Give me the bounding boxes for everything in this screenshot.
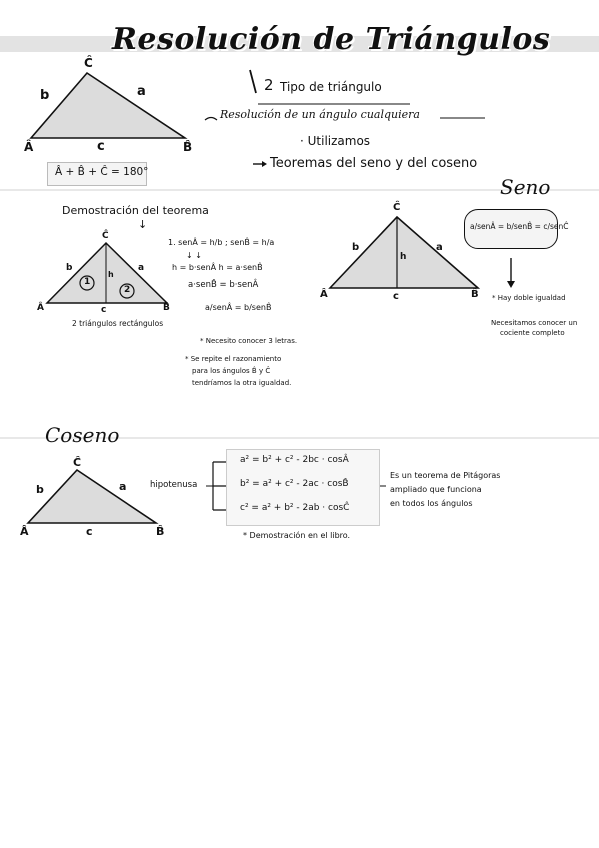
coseno-side-b: b — [36, 483, 44, 496]
demo-height: h — [108, 270, 114, 279]
seno-note-1: * Hay doble igualdad — [492, 294, 566, 302]
seno-vertex-c: Ĉ — [393, 202, 401, 213]
teoremas-label: Teoremas del seno y del coseno — [270, 156, 478, 171]
demo-caption: 2 triángulos rectángulos — [72, 319, 164, 328]
demo-num-2: 2 — [124, 285, 131, 295]
vertex-a-label: Â — [24, 140, 34, 154]
coseno-formula-a: a² = b² + c² - 2bc · cosÂ — [240, 455, 349, 465]
tipo-numeral: 2 — [264, 76, 274, 94]
demo-step-3: a·senB̂ = b·senÂ — [188, 280, 259, 290]
demo-heading: Demostración del teorema — [62, 204, 209, 217]
coseno-desc-line-1: Es un teorema de Pitágoras — [390, 471, 501, 480]
coseno-heading: Coseno — [45, 423, 120, 447]
seno-law: a/senÂ = b/senB̂ = c/senĈ — [470, 222, 569, 231]
demo-step-4: a/senÂ = b/senB̂ — [205, 303, 272, 312]
page-title: Resolución de Triángulos — [112, 22, 551, 57]
demo-note-2-line-3: tendríamos la otra igualdad. — [192, 379, 292, 387]
demo-side-c: c — [101, 305, 107, 315]
demo-note-2-line-1: * Se repite el razonamiento — [185, 355, 282, 363]
seno-note-2-line-2: cociente completo — [500, 329, 565, 337]
seno-vertex-a: Â — [320, 289, 328, 300]
coseno-side-a: a — [119, 480, 127, 493]
coseno-vertex-a: Â — [20, 525, 29, 538]
coseno-desc-line-3: en todos los ángulos — [390, 499, 473, 508]
demo-vertex-c: Ĉ — [102, 231, 109, 241]
coseno-formula-c: c² = a² + b² - 2ab · cosĈ — [240, 503, 350, 513]
coseno-vertex-c: Ĉ — [73, 456, 82, 469]
utilizamos-label: · Utilizamos — [300, 134, 371, 148]
coseno-desc-line-2: ampliado que funciona — [390, 485, 482, 494]
coseno-note: * Demostración en el libro. — [243, 531, 351, 540]
demo-side-b: b — [66, 263, 73, 273]
coseno-side-c: c — [86, 525, 93, 538]
angle-sum: Â + B̂ + Ĉ = 180° — [55, 166, 149, 178]
side-a-label: a — [137, 84, 146, 99]
seno-side-c: c — [393, 291, 399, 302]
seno-height: h — [400, 252, 407, 262]
demo-note-2-line-2: para los ángulos B̂ y Ĉ — [192, 367, 271, 375]
demo-side-a: a — [138, 263, 145, 273]
side-b-label: b — [40, 88, 50, 103]
demo-arrow: ↓ — [138, 218, 148, 231]
demo-step-1-arrows: ↓ ↓ — [186, 251, 202, 260]
seno-side-a: a — [436, 242, 443, 253]
demo-step-1: 1. senÂ = h/b ; senB̂ = h/a — [168, 238, 275, 247]
demo-num-1: 1 — [84, 277, 91, 287]
demo-vertex-b: B̂ — [163, 303, 170, 313]
demo-step-2: h = b·senÂ h = a·senB̂ — [172, 263, 263, 272]
seno-heading: Seno — [500, 175, 551, 199]
coseno-vertex-b: B̂ — [156, 525, 165, 538]
hipotenusa-label: hipotenusa — [150, 480, 198, 490]
seno-note-2-line-1: Necesitamos conocer un — [491, 319, 578, 327]
vertex-b-label: B̂ — [183, 140, 193, 154]
header-subtitle: Resolución de un ángulo cualquiera — [220, 108, 420, 121]
coseno-formula-b: b² = a² + c² - 2ac · cosB̂ — [240, 479, 349, 489]
vertex-c-label: Ĉ — [84, 56, 93, 70]
side-c-label: c — [97, 139, 105, 154]
seno-side-b: b — [352, 242, 360, 253]
seno-vertex-b: B̂ — [471, 289, 479, 300]
demo-vertex-a: Â — [37, 303, 44, 313]
demo-note-1: * Necesito conocer 3 letras. — [200, 337, 298, 345]
tipo-label: Tipo de triángulo — [280, 80, 382, 94]
